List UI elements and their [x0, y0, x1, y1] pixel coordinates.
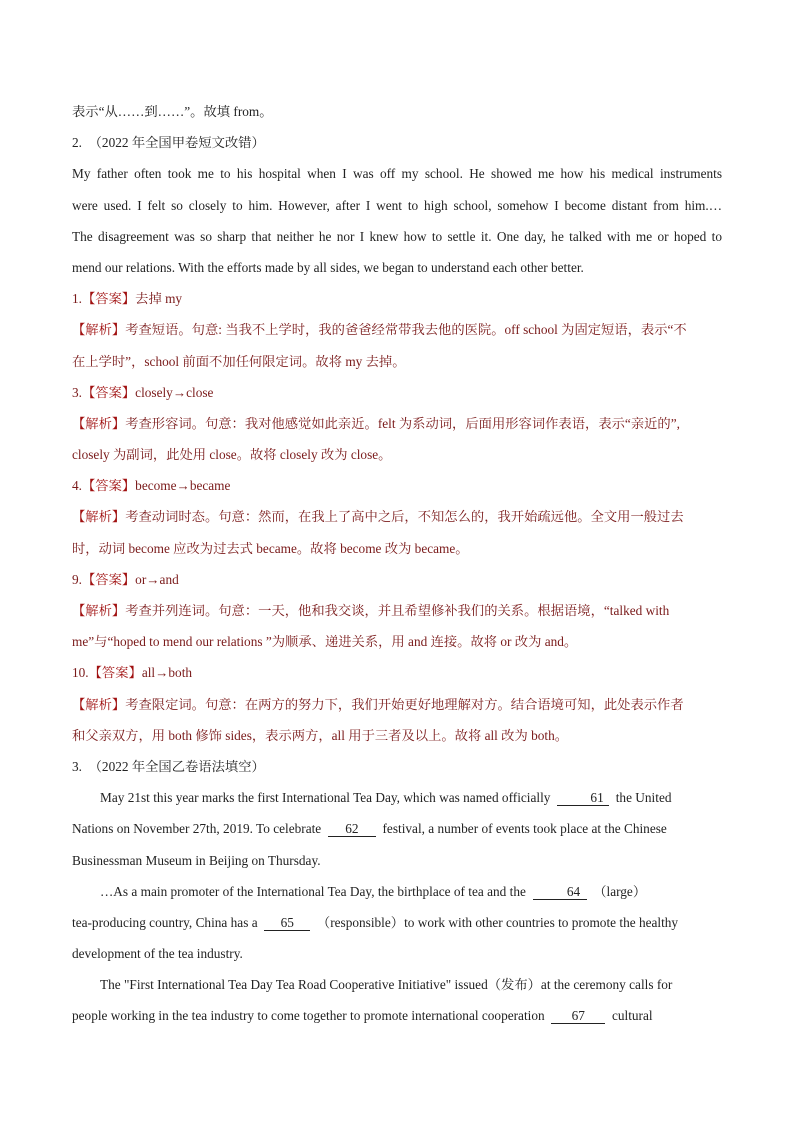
- explanation-tag: 【解析】: [72, 696, 126, 712]
- passage-text: （large）: [593, 883, 647, 899]
- answer-number: 10.: [72, 665, 89, 681]
- explanation-line: me”与“hoped to mend our relations ”为顺承、递进关系，用 and 连接。故将 or 改为 and。: [72, 634, 578, 650]
- answer-number: 9.: [72, 571, 82, 587]
- answer-text: 去掉 my: [135, 291, 183, 307]
- blank-62: 62: [328, 821, 376, 837]
- explanation-tag: 【解析】: [72, 322, 126, 338]
- passage-line: The disagreement was so sharp that neither he nor I knew how to settle it. One day, he talked with me or hoped to: [72, 228, 722, 244]
- document-page: [72, 96, 722, 1032]
- section-heading: 3. （2022 年全国乙卷语法填空）: [72, 758, 265, 774]
- explanation-text: 考查短语。句意: 当我不上学时，我的爸爸经常带我去他的医院。off school 为固定短语，表示“不: [125, 322, 687, 338]
- answer-line: [72, 470, 722, 501]
- explanation-line: [72, 689, 722, 720]
- blank-67: 67: [551, 1008, 605, 1024]
- answer-tag: 【答案】: [81, 478, 136, 494]
- section-heading: 2. （2022 年全国甲卷短文改错）: [72, 135, 265, 151]
- passage-text: （responsible）to work with other countries to promote the healthy: [316, 914, 679, 930]
- explanation-line: 在上学时”，school 前面不加任何限定词。故将 my 去掉。: [72, 353, 406, 369]
- answer-number: 3.: [72, 384, 82, 400]
- answer-tag: 【答案】: [88, 665, 142, 681]
- explanation-text: 考查形容词。句意：我对他感觉如此亲近。felt 为系动词，后面用形容词作表语，表示“亲近的”,: [125, 415, 680, 431]
- explanation-line: 时，动词 become 应改为过去式 became。故将 become 改为 became。: [72, 540, 469, 556]
- blank-65: 65: [264, 915, 310, 931]
- passage-text: May 21st this year marks the first International Tea Day, which was named officially: [100, 790, 551, 806]
- passage-line: The "First International Tea Day Tea Road Cooperative Initiative" issued（发布）at the ceremony calls for: [100, 977, 673, 993]
- passage-line: development of the tea industry.: [72, 946, 243, 962]
- answer-text: or→and: [135, 571, 179, 587]
- passage-line: [72, 1000, 722, 1031]
- answer-text: closely→close: [135, 384, 214, 400]
- explanation-line: [72, 595, 722, 626]
- explanation-text: 考查动词时态。句意：然而，在我上了高中之后，不知怎么的，我开始疏远他。全文用一般过去: [125, 509, 684, 525]
- answer-number: 4.: [72, 478, 82, 494]
- passage-line: Businessman Museum in Beijing on Thursday.: [72, 852, 321, 868]
- explanation-line: 和父亲双方，用 both 修饰 sides，表示两方，all 用于三者及以上。故将 all 改为 both。: [72, 727, 569, 743]
- passage-text: the United: [615, 790, 672, 806]
- blank-64: 64: [533, 884, 587, 900]
- passage-line: [72, 907, 722, 938]
- explanation-line: closely 为副词，此处用 close。故将 closely 改为 close。: [72, 447, 392, 463]
- answer-line: [72, 283, 722, 314]
- passage-text: festival, a number of events took place at the Chinese: [382, 821, 667, 837]
- passage-text: Nations on November 27th, 2019. To celebrate: [72, 821, 322, 837]
- explanation-line: [72, 314, 722, 345]
- answer-tag: 【答案】: [81, 384, 136, 400]
- explanation-line: [72, 408, 722, 439]
- explanation-tag: 【解析】: [72, 509, 126, 525]
- answer-text: all→both: [141, 665, 193, 681]
- blank-61: 61: [557, 790, 609, 806]
- explanation-line: [72, 501, 722, 532]
- passage-text: …As a main promoter of the International Tea Day, the birthplace of tea and the: [100, 883, 526, 899]
- passage-line: were used. I felt so closely to him. However, after I went to high school, somehow I become distant from him.…: [72, 197, 722, 213]
- passage-line: [72, 813, 722, 844]
- answer-number: 1.: [72, 291, 82, 307]
- passage-text: cultural: [611, 1008, 653, 1024]
- answer-line: [72, 657, 722, 688]
- explanation-text: 考查并列连词。句意：一天，他和我交谈，并且希望修补我们的关系。根据语境，“talked with: [125, 603, 670, 618]
- explanation-tag: 【解析】: [72, 415, 126, 431]
- passage-text: people working in the tea industry to come together to promote international cooperation: [72, 1008, 545, 1024]
- passage-text: tea-producing country, China has a: [72, 914, 258, 930]
- passage-line: [72, 876, 722, 907]
- explanation-text: 考查限定词。句意：在两方的努力下，我们开始更好地理解对方。结合语境可知，此处表示作者: [125, 696, 684, 712]
- explanation-tag: 【解析】: [72, 603, 126, 618]
- passage-line: mend our relations. With the efforts made by all sides, we began to understand each other better.: [72, 259, 584, 275]
- text-line: 表示“从……到……”。故填 from。: [72, 104, 273, 119]
- answer-line: [72, 377, 722, 408]
- passage-line: [72, 782, 722, 813]
- answer-line: [72, 564, 722, 595]
- answer-tag: 【答案】: [81, 291, 136, 307]
- answer-text: become→became: [135, 478, 231, 494]
- answer-tag: 【答案】: [81, 571, 136, 587]
- passage-line: My father often took me to his hospital when I was off my school. He showed me how his medical instruments: [72, 166, 722, 182]
